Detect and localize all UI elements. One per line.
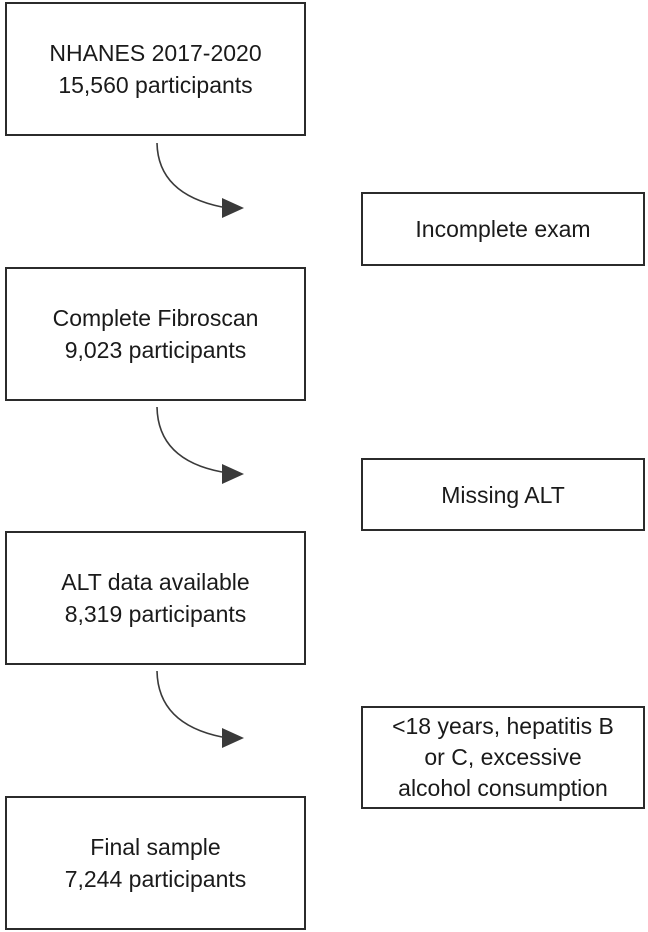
alt-available-title: ALT data available — [61, 569, 250, 595]
start-title: NHANES 2017-2020 — [49, 40, 262, 66]
exclusion-arrow-3 — [157, 671, 244, 748]
missing-alt-box — [361, 458, 645, 531]
alt-available-count: 8,319 participants — [64, 601, 247, 627]
alt-available-box — [5, 531, 306, 665]
criteria-line-2: or C, excessive — [424, 744, 582, 770]
exclusion-criteria-box — [361, 706, 645, 809]
start-count: 15,560 participants — [58, 72, 253, 98]
criteria-line-3: alcohol consumption — [398, 775, 608, 801]
complete-fibroscan-box — [5, 267, 306, 401]
exclusion-arrow-2 — [157, 407, 244, 484]
final-sample-box — [5, 796, 306, 930]
fibroscan-title: Complete Fibroscan — [52, 305, 259, 331]
criteria-line-1: <18 years, hepatitis B — [392, 713, 614, 739]
final-title: Final sample — [90, 834, 221, 860]
fibroscan-count: 9,023 participants — [64, 337, 247, 363]
exclusion-arrow-1 — [157, 143, 244, 218]
nhanes-start-box — [5, 2, 306, 136]
incomplete-exam-label: Incomplete exam — [415, 216, 591, 242]
final-count: 7,244 participants — [64, 866, 247, 892]
missing-alt-label: Missing ALT — [441, 481, 565, 508]
incomplete-exam-box — [361, 192, 645, 266]
